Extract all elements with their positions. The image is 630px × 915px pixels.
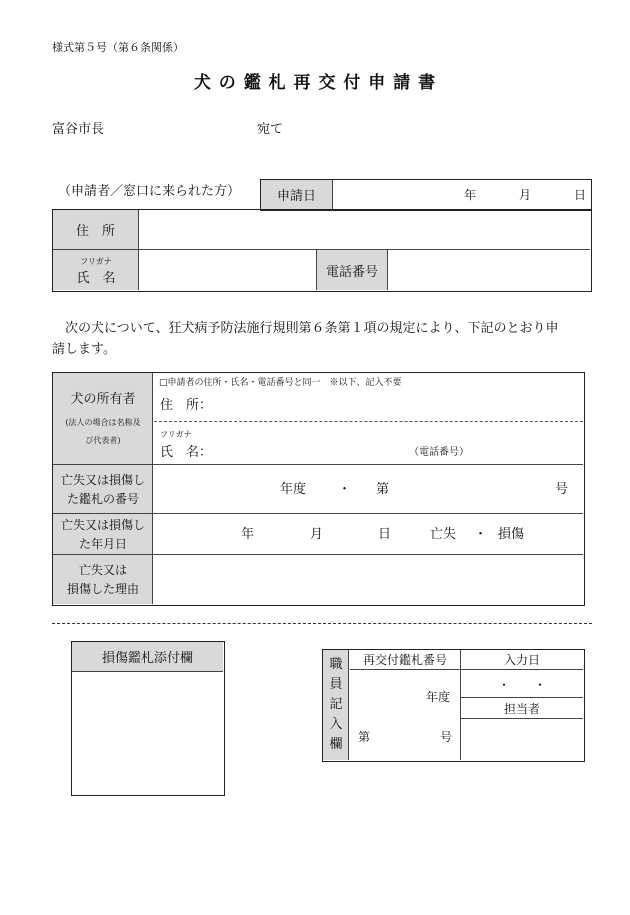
loss-date-label-line-1: 亡失又は損傷し [60, 518, 145, 532]
applicant-section-label: （申請者／窓口に来られた方） [58, 184, 241, 199]
dog-table [52, 372, 585, 606]
lost-option[interactable]: 亡失 [430, 527, 457, 542]
tag-dai-label: 第 [376, 482, 390, 497]
owner-name-field[interactable] [154, 422, 583, 464]
applicant-phone-field[interactable] [389, 250, 590, 290]
loss-date-label-cell [53, 514, 153, 554]
loss-day-label: 日 [378, 527, 392, 542]
owner-address-field[interactable] [154, 373, 583, 421]
date-day-label: 日 [574, 188, 587, 202]
applicant-name-label: 氏 名 [76, 271, 116, 286]
reason-label-cell [53, 555, 153, 604]
reason-label-line-1: 亡失又は [78, 563, 127, 577]
application-date-label: 申請日 [261, 180, 333, 209]
staff-side-char-2: 員 [329, 677, 343, 692]
applicant-address-field[interactable] [140, 210, 590, 249]
statement-line-1: 次の犬について、狂犬病予防法施行規則第６条第１項の規定により、下記のとおり申 [52, 321, 559, 336]
loss-dot: ・ [474, 527, 488, 542]
tag-number-label-line-2: た鑑札の番号 [66, 492, 139, 506]
reason-field[interactable] [154, 555, 583, 604]
owner-address-label: 住 所： [160, 398, 213, 413]
loss-date-field[interactable] [154, 514, 583, 554]
date-year-label: 年 [464, 188, 477, 202]
staff-side-char-5: 欄 [329, 737, 343, 752]
attach-box [71, 641, 225, 796]
attach-area[interactable] [72, 673, 223, 794]
tag-gou-label: 号 [555, 482, 569, 497]
reissue-number-field[interactable] [350, 671, 460, 760]
tag-number-label-line-1: 亡失又は損傷し [60, 473, 145, 487]
input-date-label: 入力日 [461, 650, 583, 670]
staff-side-label [323, 650, 349, 760]
attach-label: 損傷鑑札添付欄 [72, 642, 223, 672]
owner-label-cell [53, 373, 153, 464]
addressee-suffix: 宛て [257, 122, 284, 137]
owner-furigana-label: フリガナ [160, 430, 192, 439]
form-id: 様式第５号（第６条関係） [52, 41, 184, 54]
tag-fiscal-year-label: 年度 [280, 482, 307, 497]
applicant-name-label-cell [53, 250, 139, 290]
tag-number-label-cell [53, 465, 153, 513]
staff-fiscal-year-label: 年度 [426, 690, 451, 704]
addressee: 富谷市長 [52, 122, 105, 137]
loss-year-label: 年 [241, 527, 255, 542]
applicant-name-field[interactable] [140, 250, 316, 290]
applicant-table [52, 209, 592, 292]
owner-note-line-2: び代表者) [85, 436, 121, 445]
staff-side-char-3: 記 [329, 697, 343, 712]
loss-month-label: 月 [310, 527, 324, 542]
tag-number-field[interactable] [154, 465, 583, 513]
input-date-field[interactable]: ・ ・ [461, 671, 583, 698]
application-date-box [260, 179, 592, 211]
staff-side-char-4: 入 [329, 717, 343, 732]
staff-gou-label: 号 [440, 730, 453, 744]
staff-side-char-1: 職 [329, 657, 343, 672]
damaged-option[interactable]: 損傷 [498, 527, 525, 542]
person-in-charge-field[interactable] [461, 720, 583, 760]
owner-note-line-1: (法人の場合は名称及 [65, 418, 141, 427]
application-date-field[interactable] [334, 180, 590, 209]
applicant-furigana-label: フリガナ [80, 257, 112, 266]
applicant-address-label: 住 所 [53, 210, 139, 249]
date-month-label: 月 [519, 188, 532, 202]
same-as-applicant-checkbox[interactable]: □申請者の住所・氏名・電話番号と同一 ※以下、記入不要 [159, 378, 402, 388]
staff-box [322, 649, 585, 762]
staff-dai-label: 第 [358, 730, 371, 744]
owner-name-label: 氏 名： [160, 445, 213, 460]
reissue-number-label: 再交付鑑札番号 [350, 650, 460, 670]
owner-label: 犬の所有者 [70, 392, 136, 407]
page-title: 犬 の 鑑 札 再 交 付 申 請 書 [193, 73, 437, 93]
loss-date-label-line-2: た年月日 [78, 537, 127, 551]
person-in-charge-label: 担当者 [461, 699, 583, 719]
reason-label-line-2: 損傷した理由 [66, 582, 139, 596]
tag-dot: ・ [338, 482, 352, 497]
cut-line [52, 623, 592, 624]
statement-line-2: 請します。 [52, 342, 116, 357]
applicant-phone-label: 電話番号 [316, 250, 388, 290]
owner-phone-label: （電話番号） [409, 447, 469, 458]
